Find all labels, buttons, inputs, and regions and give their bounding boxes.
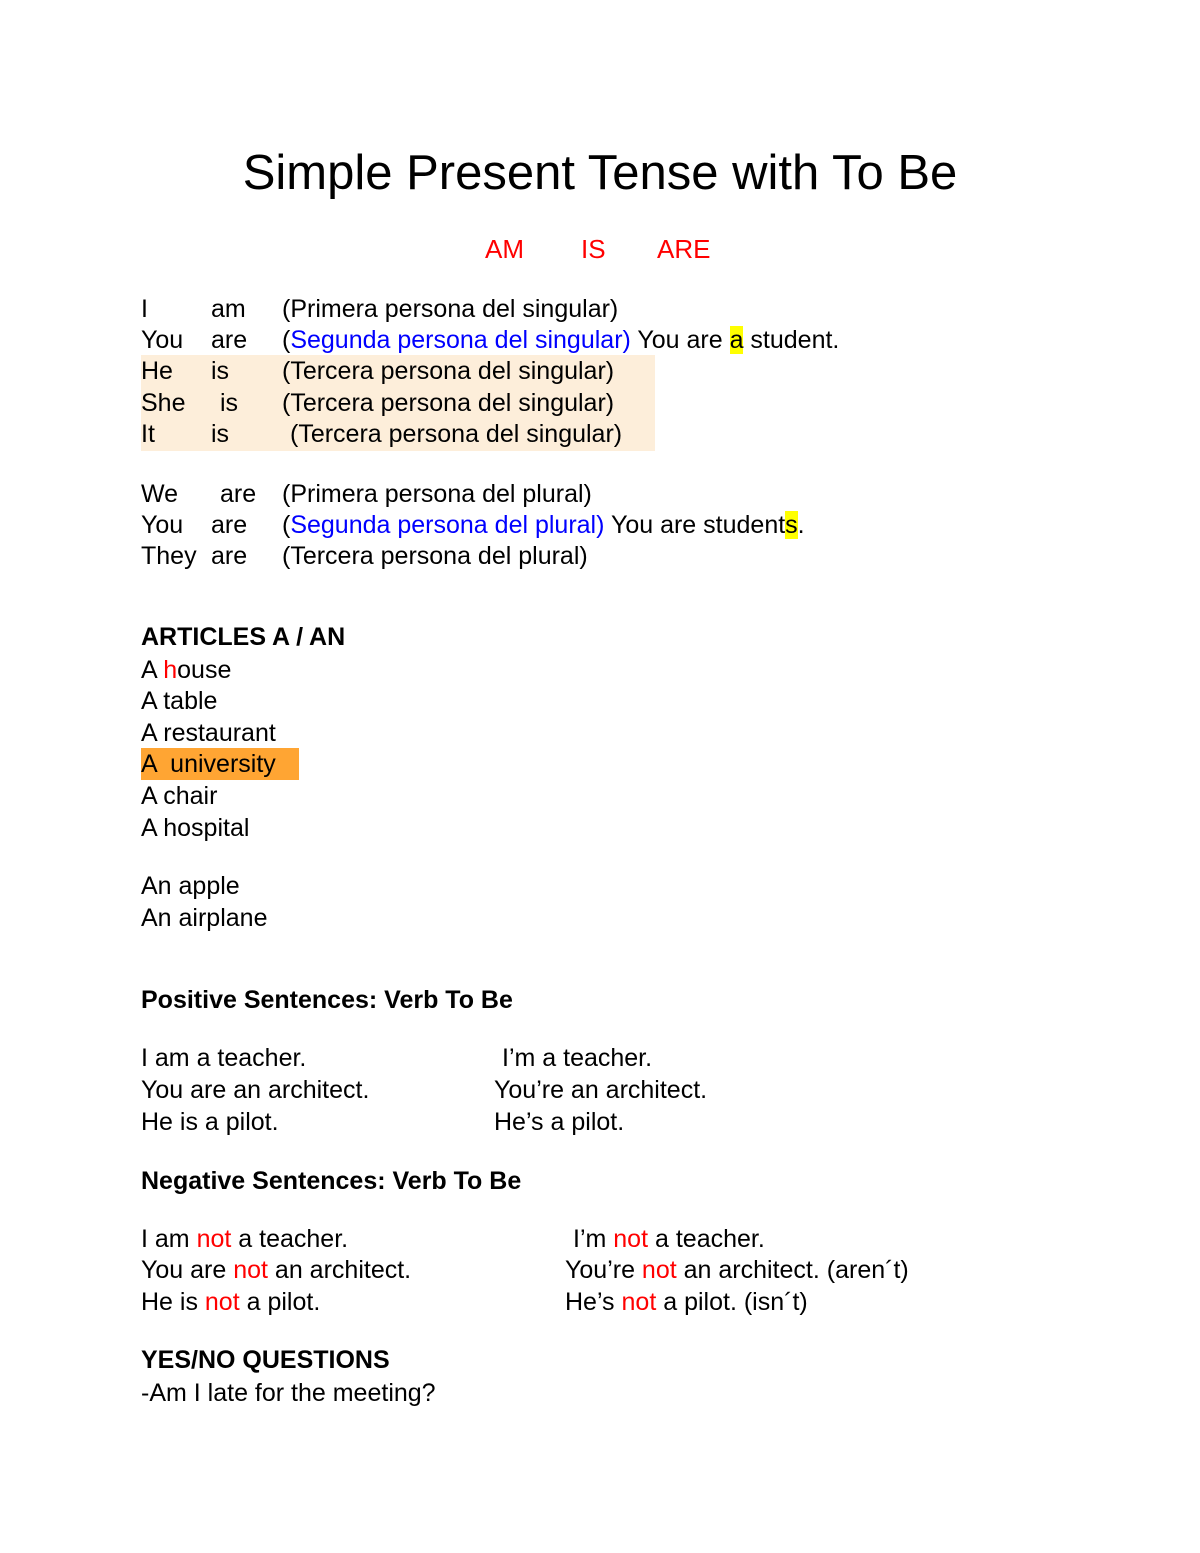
- pronoun: I: [141, 295, 148, 323]
- text: He is: [141, 1288, 205, 1316]
- verb: is: [211, 357, 230, 385]
- text: an architect. (aren´t): [676, 1256, 909, 1284]
- verb-are: ARE: [657, 234, 711, 264]
- sentence-row: [141, 1042, 841, 1074]
- not-word: not: [204, 1288, 240, 1316]
- not-word: not: [196, 1225, 232, 1253]
- example-text: student.: [743, 326, 840, 354]
- article-item: [141, 654, 231, 686]
- pronoun: She: [141, 389, 186, 417]
- description: (Primera persona del plural): [282, 480, 592, 508]
- contracted-form: He’s a pilot.: [494, 1108, 625, 1136]
- sentence-row: [141, 1286, 1041, 1318]
- description-group: [282, 509, 805, 541]
- highlighted-article: a: [729, 326, 744, 354]
- example-text: You are: [630, 326, 730, 354]
- description: (Primera persona del singular): [282, 295, 619, 323]
- full-form: [141, 1286, 320, 1318]
- description: (Tercera persona del singular): [282, 357, 615, 385]
- not-word: not: [641, 1256, 677, 1284]
- sentence-row: [141, 1223, 1041, 1255]
- pronoun-row: [141, 324, 941, 356]
- verb: is: [220, 389, 239, 417]
- article-item: An apple: [141, 872, 240, 900]
- contracted-form: [573, 1223, 765, 1255]
- sentence-row: [141, 1074, 841, 1106]
- article-item: A restaurant: [141, 719, 276, 747]
- pronoun-row: [141, 509, 941, 541]
- article-item: A chair: [141, 782, 218, 810]
- pronoun-row: [141, 293, 841, 325]
- article-item: An airplane: [141, 904, 268, 932]
- page-title: Simple Present Tense with To Be: [242, 146, 958, 200]
- highlighted-plural-s: s: [785, 511, 798, 539]
- description: (Tercera persona del singular): [290, 420, 623, 448]
- description: (Tercera persona del singular): [282, 389, 615, 417]
- verb: is: [211, 420, 230, 448]
- pronoun: It: [141, 420, 155, 448]
- text: a pilot. (isn´t): [656, 1288, 808, 1316]
- example-text: .: [797, 511, 805, 539]
- university-highlight: A university: [141, 748, 299, 780]
- contracted-form: I’m a teacher.: [502, 1044, 653, 1072]
- text: I am: [141, 1225, 197, 1253]
- full-form: [141, 1254, 411, 1286]
- article-word: A: [141, 656, 164, 684]
- pronoun-row: [141, 418, 661, 450]
- text: You are: [141, 1256, 234, 1284]
- not-word: not: [621, 1288, 657, 1316]
- contracted-form: [565, 1254, 909, 1286]
- questions-heading: YES/NO QUESTIONS: [141, 1346, 390, 1374]
- verb-am: AM: [485, 234, 524, 264]
- negative-heading: Negative Sentences: Verb To Be: [141, 1167, 522, 1195]
- pronoun-row: [141, 355, 661, 387]
- text: a teacher.: [648, 1225, 765, 1253]
- pronoun: You: [141, 511, 184, 539]
- verb: are: [211, 542, 248, 570]
- example-text: You are student: [604, 511, 786, 539]
- full-form: He is a pilot.: [141, 1108, 279, 1136]
- not-word: not: [233, 1256, 268, 1284]
- article-word-rest: ouse: [177, 656, 232, 684]
- pronoun-row: [141, 540, 841, 572]
- article-item-highlighted: [141, 748, 299, 780]
- not-word: not: [613, 1225, 649, 1253]
- description-group: [282, 324, 839, 356]
- spanish-description: Segunda persona del singular): [290, 326, 631, 354]
- pronoun: We: [141, 480, 179, 508]
- articles-heading: ARTICLES A / AN: [141, 623, 346, 651]
- text: a pilot.: [239, 1288, 321, 1316]
- description: (Tercera persona del plural): [282, 542, 588, 570]
- verb: am: [211, 295, 246, 323]
- text: You’re: [565, 1256, 642, 1284]
- spanish-description: Segunda persona del plural): [290, 511, 605, 539]
- verb: are: [220, 480, 257, 508]
- question-item: -Am I late for the meeting?: [141, 1379, 436, 1407]
- sentence-row: [141, 1254, 1041, 1286]
- text: an architect.: [267, 1256, 412, 1284]
- article-item: A table: [141, 687, 218, 715]
- pronoun: He: [141, 357, 173, 385]
- text: a teacher.: [231, 1225, 349, 1253]
- text: I’m: [573, 1225, 614, 1253]
- article-item: A hospital: [141, 814, 250, 842]
- text: He’s: [565, 1288, 622, 1316]
- paren-open: (: [282, 511, 291, 539]
- pronoun: You: [141, 326, 184, 354]
- full-form: I am a teacher.: [141, 1044, 307, 1072]
- verb: are: [211, 511, 248, 539]
- full-form: You are an architect.: [141, 1076, 370, 1104]
- highlighted-letter: h: [163, 656, 178, 684]
- pronoun-row: [141, 387, 661, 419]
- sentence-row: [141, 1106, 841, 1138]
- contracted-form: You’re an architect.: [494, 1076, 708, 1104]
- contracted-form: [565, 1286, 808, 1318]
- verb-is: IS: [581, 234, 606, 264]
- positive-heading: Positive Sentences: Verb To Be: [141, 986, 513, 1014]
- verb: are: [211, 326, 248, 354]
- paren-open: (: [282, 326, 291, 354]
- pronoun-row: [141, 478, 841, 510]
- full-form: [141, 1223, 348, 1255]
- pronoun: They: [141, 542, 197, 570]
